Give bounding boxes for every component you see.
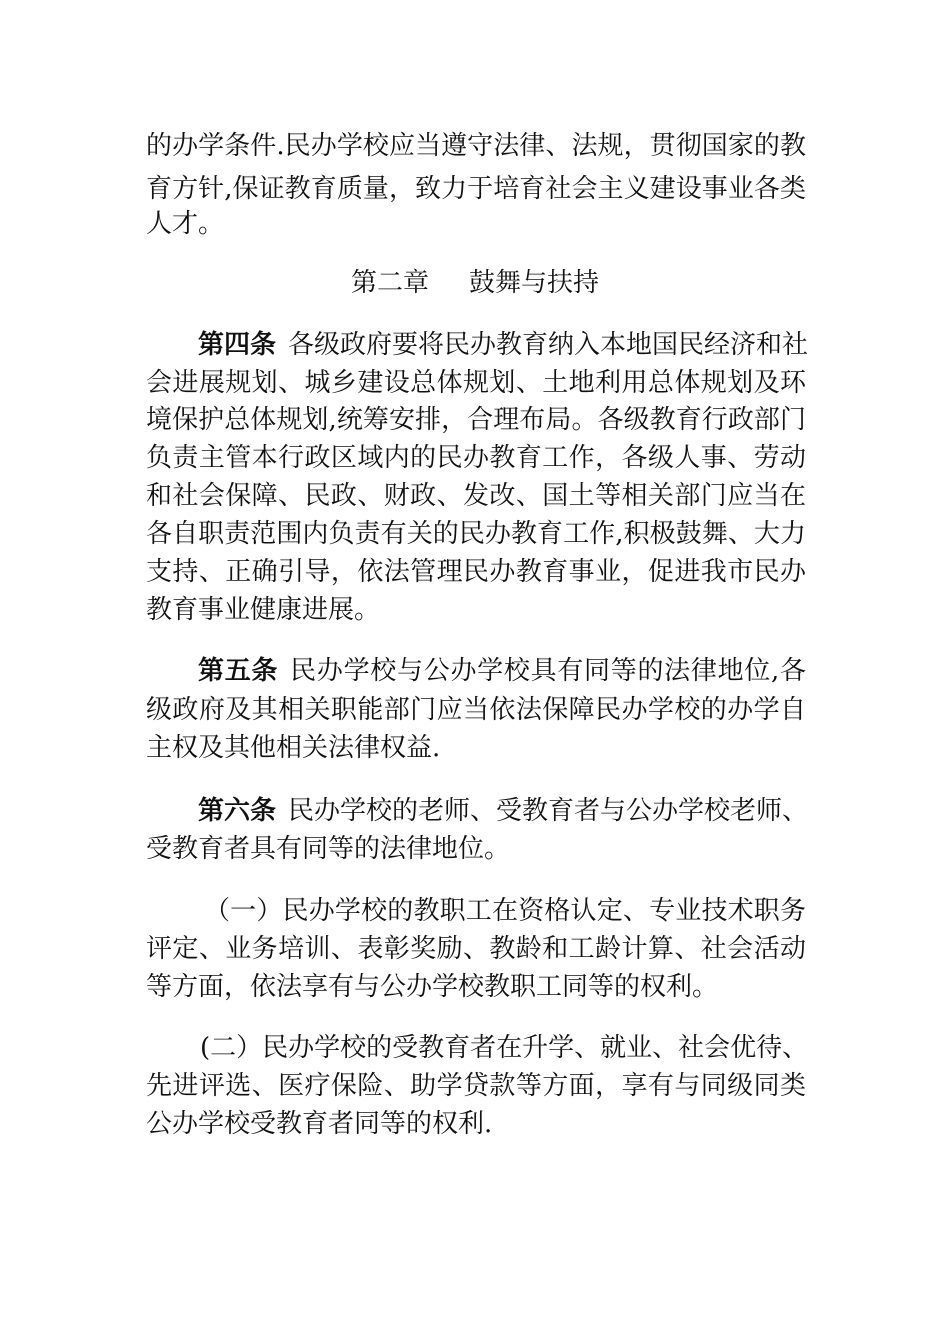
article6-line: 受教育者具有同等的法律地位。 (146, 834, 511, 864)
article6-first-line (198, 796, 809, 826)
item2-first-line: (二）民办学校的受教育者在升学、就业、社会优待、 (200, 1033, 809, 1063)
article4-line: 支持、正确引导，依法管理民办教育事业，促进我市民办 (146, 557, 806, 587)
article4-line: 和社会保障、民政、财政、发改、国土等相关部门应当在 (146, 481, 806, 511)
item1-line: 等方面，依法享有与公办学校教职工同等的权利。 (146, 972, 719, 1002)
article4-first-line (198, 330, 809, 360)
chapter-number: 第二章 (350, 268, 429, 298)
article6-label: 第六条 (198, 796, 277, 826)
article4-line: 会进展规划、城乡建设总体规划、土地利用总体规划及环 (146, 368, 806, 398)
article5-line: 级政府及其相关职能部门应当依法保障民办学校的办学自 (146, 695, 806, 725)
article4-line: 负责主管本行政区域内的民办教育工作，各级人事、劳动 (146, 443, 806, 473)
item2-line: 先进评选、医疗保险、助学贷款等方面，享有与同级同类 (146, 1071, 806, 1101)
article4-line: 教育事业健康进展。 (146, 595, 381, 625)
item2-line: 公办学校受教育者同等的权利. (146, 1109, 493, 1139)
article5-label: 第五条 (198, 656, 279, 686)
chapter-heading (0, 268, 950, 298)
article4-label: 第四条 (198, 330, 277, 360)
article5-line: 主权及其他相关法律权益. (146, 733, 441, 763)
article5-first-text: 民办学校与公办学校具有同等的法律地位,各 (290, 656, 806, 686)
intro-line-3: 人才。 (146, 209, 225, 239)
item1-line: 评定、业务培训、表彰奖励、教龄和工龄计算、社会活动 (146, 934, 806, 964)
article5-first-line (198, 656, 806, 686)
chapter-title: 鼓舞与扶持 (469, 268, 600, 298)
intro-line-2: 育方针,保证教育质量，致力于培育社会主义建设事业各类 (146, 174, 806, 204)
article4-line: 境保护总体规划,统筹安排，合理布局。各级教育行政部门 (146, 405, 806, 435)
item1-first-line: （一）民办学校的教职工在资格认定、专业技术职务 (204, 896, 806, 926)
article4-line: 各自职责范围内负责有关的民办教育工作,积极鼓舞、大力 (146, 519, 806, 549)
article6-first-text: 民办学校的老师、受教育者与公办学校老师、 (288, 796, 809, 826)
intro-line-1: 的办学条件.民办学校应当遵守法律、法规，贯彻国家的教 (146, 131, 806, 161)
article4-first-text: 各级政府要将民办教育纳入本地国民经济和社 (288, 330, 809, 360)
